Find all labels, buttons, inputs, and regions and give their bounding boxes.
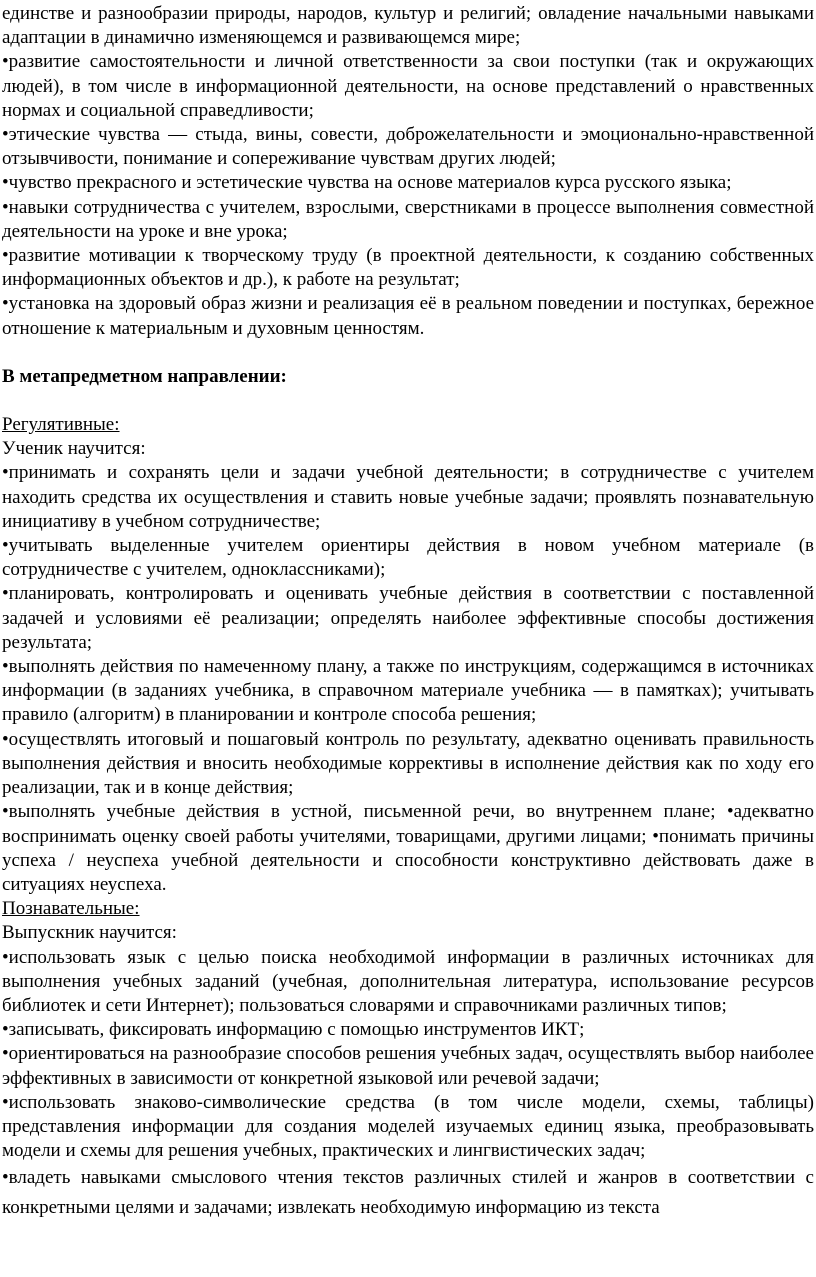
cognitive-section xyxy=(2,897,814,1223)
intro-item-4: •чувство прекрасного и эстетические чувства на основе материалов курса русского языка; xyxy=(2,172,732,194)
regulatory-section xyxy=(2,413,814,897)
regulatory-item-2: •учитывать выделенные учителем ориентиры действия в новом учебном материале (в сотрудничестве с учителем, одноклассниками); xyxy=(2,535,814,581)
section-spacer xyxy=(2,389,814,413)
regulatory-item-5: •осуществлять итоговый и пошаговый контроль по результату, адекватно оценивать правильность выполнения действия и вносить необходимые коррективы в исполнение действия как по ходу его реализации, так и в конце действия; xyxy=(2,728,814,799)
intro-item-3: •этические чувства — стыда, вины, совести, доброжелательности и эмоционально-нравственной отзывчивости, понимание и сопереживание чувствам других людей; xyxy=(2,124,814,170)
intro-item-6: •развитие мотивации к творческому труду (в проектной деятельности, к созданию собственных информационных объектов и др.), к работе на результат; xyxy=(2,245,814,291)
regulatory-lead: Ученик научится: xyxy=(2,438,146,460)
regulatory-item-6: •выполнять учебные действия в устной, письменной речи, во внутреннем плане; •адекватно воспринимать оценку своей работы учителями, товарищами, другими лицами; •понимать причины успеха / неуспеха учебной деятельности и способности конструктивно действовать даже в ситуациях неуспеха. xyxy=(2,801,814,895)
regulatory-title: Регулятивные: xyxy=(2,414,120,436)
regulatory-item-1: •принимать и сохранять цели и задачи учебной деятельности; в сотрудничестве с учителем находить средства их осуществления и ставить новые учебные задачи; проявлять познавательную инициативу в учебном сотрудничестве; xyxy=(2,462,814,532)
intro-item-7: •установка на здоровый образ жизни и реализация её в реальном поведении и поступках, бережное отношение к материальным и духовным ценностям. xyxy=(2,293,814,339)
intro-section xyxy=(2,2,814,341)
section-spacer xyxy=(2,341,814,365)
cognitive-lead: Выпускник научится: xyxy=(2,922,177,944)
cognitive-title: Познавательные: xyxy=(2,898,140,920)
cognitive-item-2: •записывать, фиксировать информацию с помощью инструментов ИКТ; xyxy=(2,1019,585,1041)
intro-item-2: •развитие самостоятельности и личной ответственности за свои поступки (так и окружающих людей), в том числе в информационной деятельности, на основе представлений о нравственных нормах и социальной справедливости; xyxy=(2,51,814,121)
cognitive-item-4: •использовать знаково-символические средства (в том числе модели, схемы, таблицы) представления информации для создания моделей изучаемых единиц языка, преобразовывать модели и схемы для решения учебных, практических и лингвистических задач; xyxy=(2,1091,814,1162)
regulatory-item-4: •выполнять действия по намеченному плану, а также по инструкциям, содержащимся в источниках информации (в заданиях учебника, в справочном материале учебника — в памятках); учитывать правило (алгоритм) в планировании и контроле способа решения; xyxy=(2,656,814,726)
intro-item-5: •навыки сотрудничества с учителем, взрослыми, сверстниками в процессе выполнения совместной деятельности на уроке и вне урока; xyxy=(2,196,814,242)
regulatory-item-3: •планировать, контролировать и оценивать учебные действия в соответствии с поставленной задачей и условиями её реализации; определять наиболее эффективные способы достижения результата; xyxy=(2,583,814,653)
intro-item-1: единстве и разнообразии природы, народов, культур и религий; овладение начальными навыками адаптации в динамично изменяющемся и развивающемся мире; xyxy=(2,3,814,49)
cognitive-item-3: •ориентироваться на разнообразие способов решения учебных задач, осуществлять выбор наиболее эффективных в зависимости от конкретной языковой или речевой задачи; xyxy=(2,1043,814,1089)
meta-heading: В метапредметном направлении: xyxy=(2,365,287,387)
cognitive-item-5: •владеть навыками смыслового чтения текстов различных стилей и жанров в соответствии с конкретными целями и задачами; извлекать необходимую информацию из текста xyxy=(2,1167,814,1219)
cognitive-item-1: •использовать язык с целью поиска необходимой информации в различных источниках для выполнения учебных заданий (учебная, дополнительная литература, использование ресурсов библиотек и сети Интернет); пользоваться словарями и справочниками различных типов; xyxy=(2,946,814,1016)
